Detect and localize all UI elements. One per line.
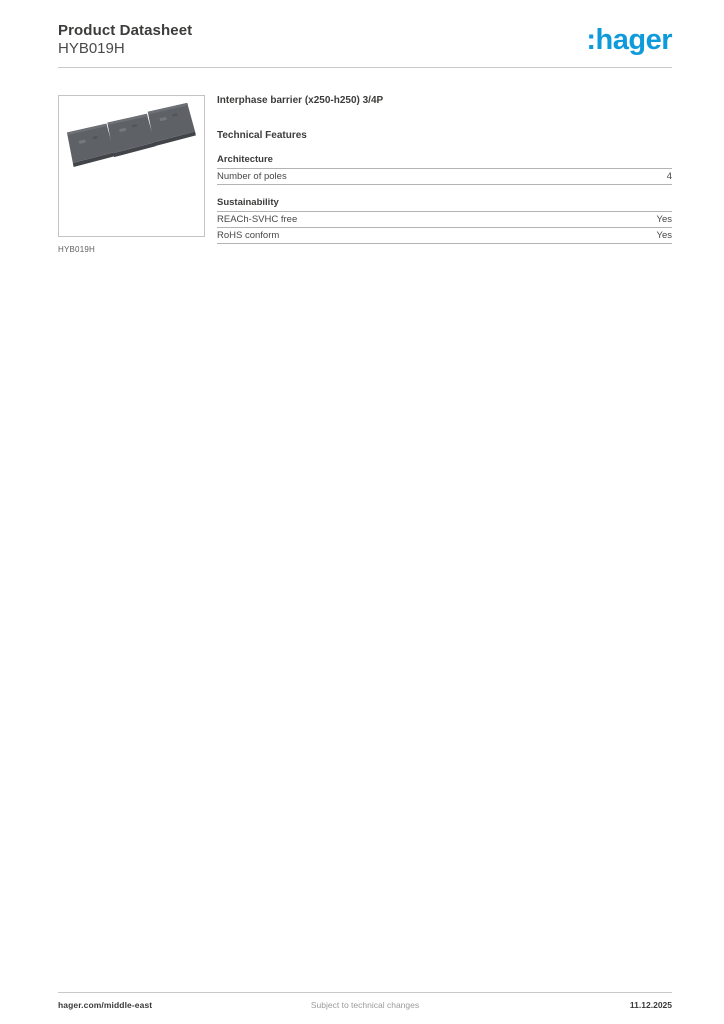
footer: [58, 992, 672, 1010]
image-caption: HYB019H: [58, 245, 95, 254]
specs-column: [217, 95, 672, 244]
header: [58, 22, 672, 58]
footer-date: 11.12.2025: [629, 1000, 672, 1010]
spec-row: [217, 212, 672, 228]
product-reference: HYB019H: [58, 40, 125, 57]
product-title: Interphase barrier (x250-h250) 3/4P: [217, 95, 384, 106]
spec-label: Number of poles: [217, 171, 287, 182]
spec-value: Yes: [656, 214, 672, 225]
barrier-plates-illustration: [59, 96, 204, 236]
spec-row: [217, 228, 672, 244]
document-title: Product Datasheet: [58, 22, 193, 39]
spec-value: 4: [666, 171, 672, 182]
header-divider: [58, 67, 672, 68]
spec-label: RoHS conform: [217, 230, 280, 241]
spec-value: Yes: [656, 230, 672, 241]
footer-notice: Subject to technical changes: [310, 1000, 420, 1010]
section-heading-sustainability: Sustainability: [217, 197, 672, 212]
hager-logo: :hager: [586, 24, 672, 56]
footer-website: hager.com/middle-east: [58, 1000, 153, 1010]
section-heading-architecture: Architecture: [217, 154, 672, 169]
product-image: [58, 95, 205, 237]
spec-row: [217, 169, 672, 185]
features-heading: Technical Features: [217, 130, 307, 141]
spec-label: REACh-SVHC free: [217, 214, 298, 225]
